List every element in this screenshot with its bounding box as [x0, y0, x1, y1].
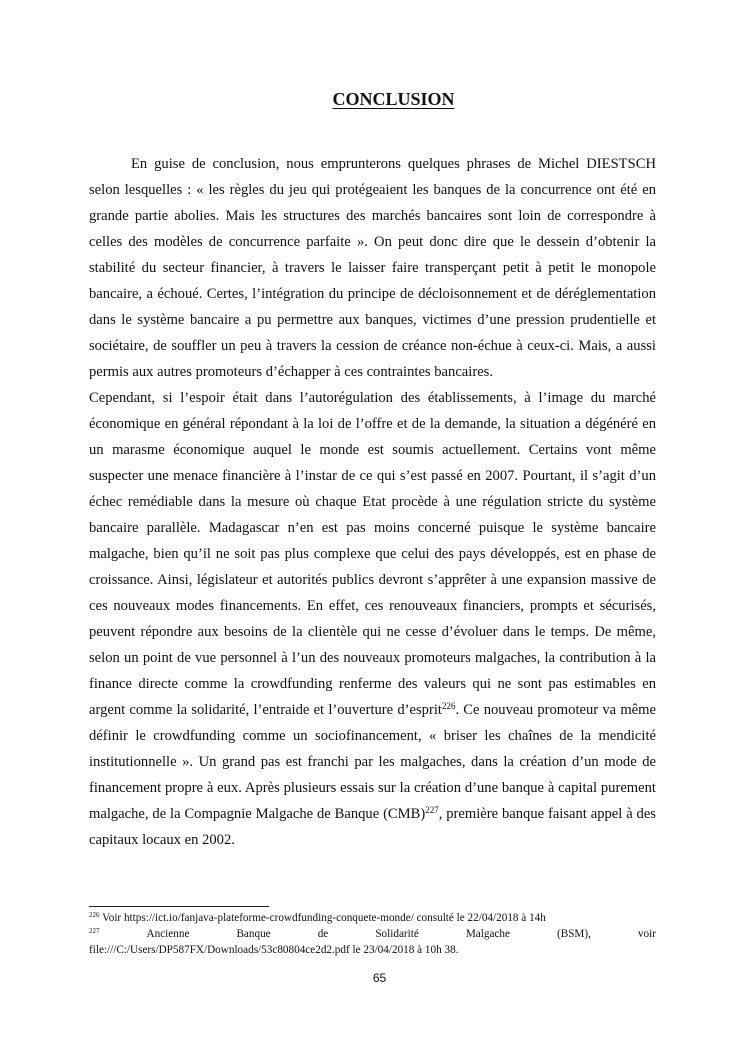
footnote-227 [89, 926, 656, 942]
paragraph-2 [89, 385, 656, 853]
footnote-ref-226[interactable]: 226 [441, 701, 456, 711]
footnotes [89, 910, 656, 958]
paragraph-2-text-b: . Ce nouveau promoteur va même définir le crowdfunding comme un sociofinancement, « briser les chaînes de la mendicité institutionnelle ». Un grand pas est franchi par les malgaches, dans la création d’un mode de financement propre à eux. Après plusieurs essais sur la création d’une banque à capital purement malgache, de la Compagnie Malgache de Banque (CMB) [89, 702, 656, 822]
footnote-ref-227[interactable]: 227 [425, 805, 439, 815]
footnote-separator [89, 906, 269, 907]
paragraph-2-text-a: Cependant, si l’espoir était dans l’autorégulation des établissements, à l’image du marché économique en général répondant à la loi de l’offre et de la demande, la situation a dégénéré en un marasme économique auquel le monde est soumis actuellement. Certains vont même suspecter une menace financière à l’instar de ce qui s’est passé en 2007. Pourtant, il s’agit d’un échec remédiable dans la mesure où chaque Etat procède à une régulation stricte du système bancaire parallèle. Madagascar n’en est pas moins concerné puisque le système bancaire malgache, bien qu’il ne soit pas plus complexe que celui des pays développés, est en phase de croissance. Ainsi, législateur et autorités publics devront s’apprêter à une expansion massive de ces nouveaux modes financements. En effet, ces renouveaux financiers, prompts et sécurisés, peuvent répondre aux besoins de la clientèle qui ne cesse d’évoluer dans le temps. De même, selon un point de vue personnel à l’un des nouveaux promoteurs malgaches, la contribution à la finance directe comme la crowdfunding renferme des valeurs qui ne sont pas estimables en argent comme la solidarité, l’entraide et l’ouverture d’esprit [89, 390, 656, 718]
footnote-226 [89, 910, 656, 926]
footnote-227-word-4: Solidarité [375, 928, 419, 940]
footnote-227-word-3: de [317, 928, 329, 940]
paragraph-2-text-c: , première banque faisant appel à des capitaux locaux en 2002. [89, 806, 656, 848]
footnote-227-word-7: voir [637, 928, 656, 940]
page-title: CONCLUSION [332, 89, 455, 109]
body-text [89, 151, 656, 853]
footnote-227-number: 227 [89, 927, 100, 935]
footnote-227-word-1: Ancienne [146, 928, 190, 940]
footnote-227-word-5: Malgache [465, 928, 510, 940]
footnote-227-word-2: Banque [236, 928, 271, 940]
footnote-227-word-0 [89, 926, 100, 942]
footnote-227-word-6: (BSM), [557, 928, 591, 940]
footnote-226-text: Voir https://ict.io/fanjava-plateforme-crowdfunding-conquete-monde/ consulté le 22/04/2018 à 14h [99, 912, 546, 924]
page-number: 65 [372, 971, 387, 985]
footnote-227-link[interactable]: file:///C:/Users/DP587FX/Downloads/53c80804ce2d2.pdf le 23/04/2018 à 10h 38. [89, 944, 459, 956]
footnote-226-number: 226 [89, 911, 100, 919]
paragraph-1: En guise de conclusion, nous emprunterons quelques phrases de Michel DIESTSCH selon lesquelles : « les règles du jeu qui protégeaient les banques de la concurrence ont été en grande partie abolies. Mais les structures des marchés bancaires sont loin de correspondre à celles des modèles de concurrence parfaite ». On peut donc dire que le dessein d’obtenir la stabilité du secteur financier, à travers le laisser faire transperçant petit à petit le monopole bancaire, a échoué. Certes, l’intégration du principe de décloisonnement et de déréglementation dans le système bancaire a pu permettre aux banques, victimes d’une pression prudentielle et sociétaire, de souffler un peu à travers la cession de créance non-échue à ceux-ci. Mais, a aussi permis aux autres promoteurs d’échapper à ces contraintes bancaires. [89, 156, 656, 380]
